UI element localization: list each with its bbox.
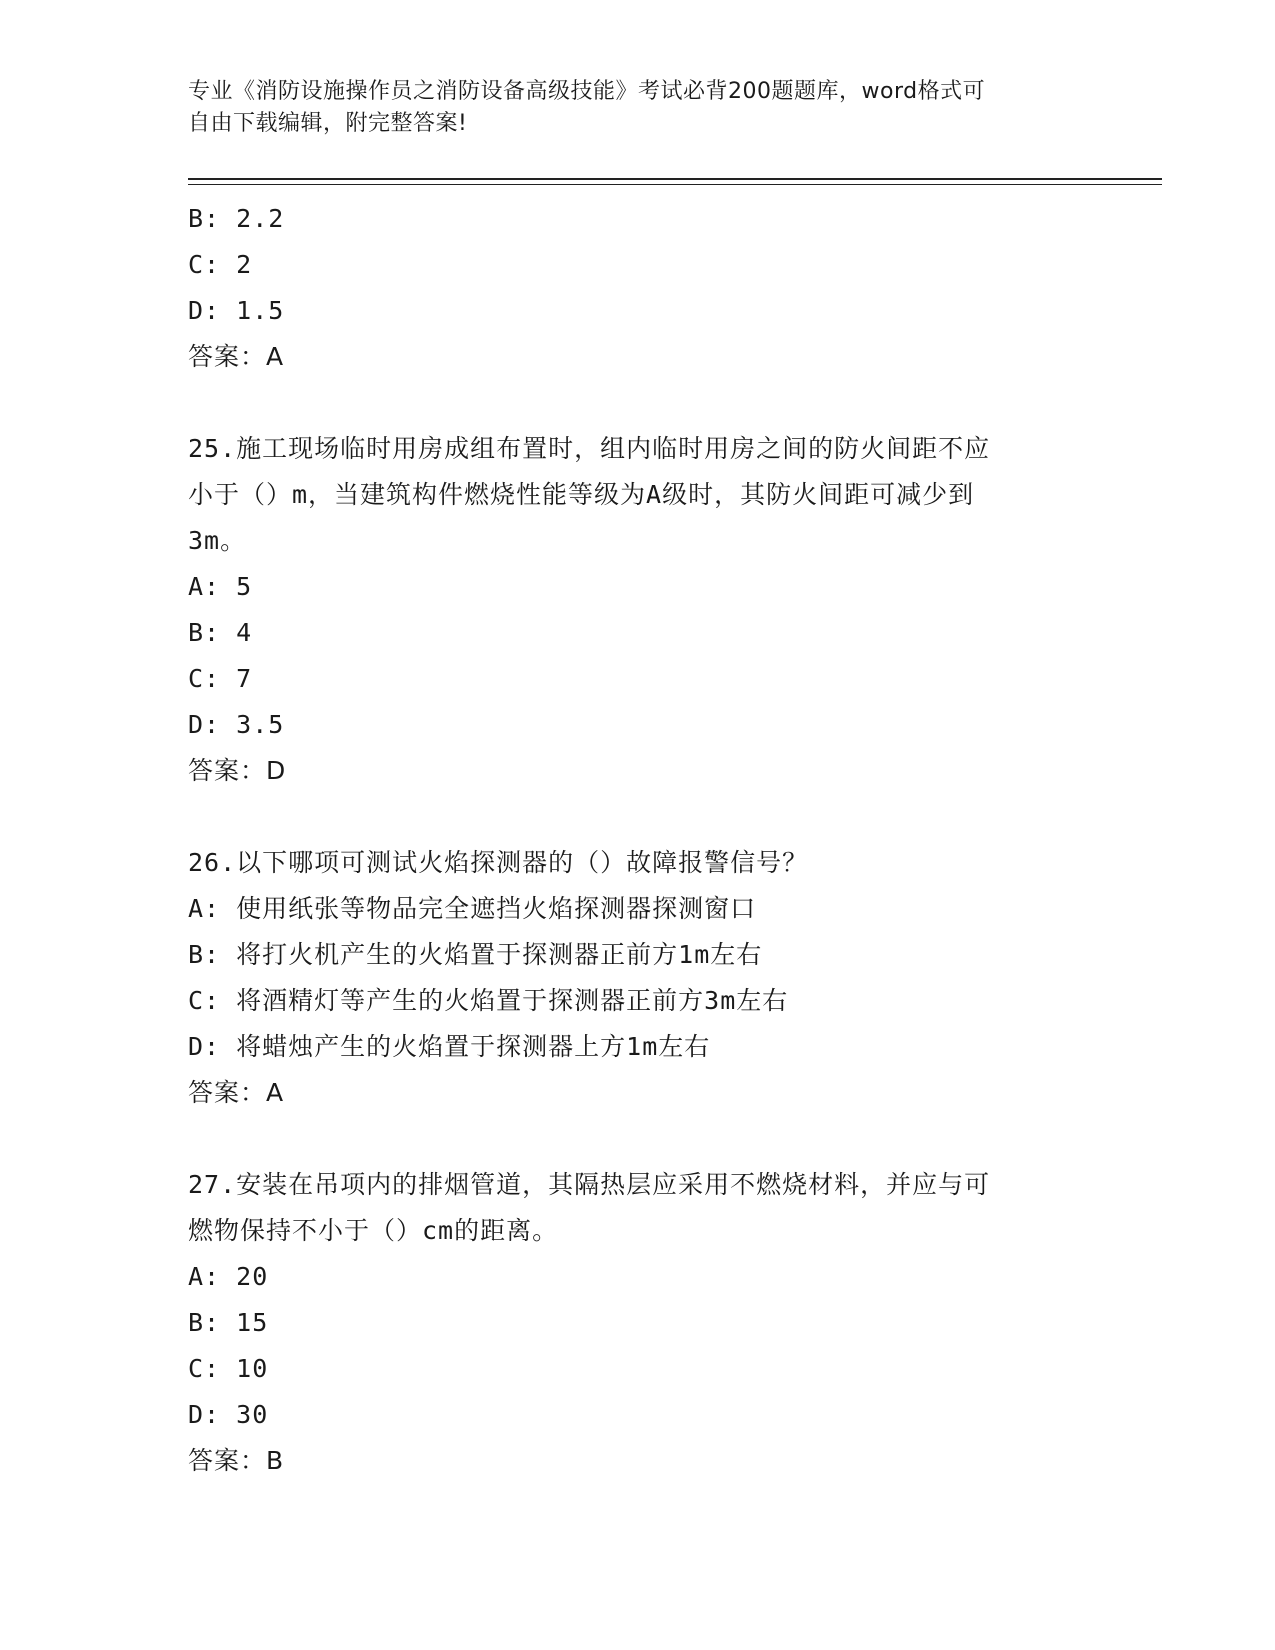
option: B: 15 — [188, 1308, 269, 1337]
header-divider — [188, 178, 1162, 180]
answer-line: 答案：A — [188, 1078, 285, 1107]
header-divider-thin — [188, 184, 1162, 185]
option: A: 20 — [188, 1262, 269, 1291]
option: B: 4 — [188, 618, 253, 647]
document-body — [188, 196, 1088, 1484]
option: C: 将酒精灯等产生的火焰置于探测器正前方3m左右 — [188, 986, 789, 1015]
option: D: 将蜡烛产生的火焰置于探测器上方1m左右 — [188, 1032, 711, 1061]
option: B: 2.2 — [188, 204, 285, 233]
option: C: 10 — [188, 1354, 269, 1383]
header-line-1: 专业《消防设施操作员之消防设备高级技能》考试必背200题题库，word格式可 — [188, 79, 986, 104]
option: C: 2 — [188, 250, 253, 279]
question-block-25 — [188, 426, 1088, 794]
question-stem-line: 25.施工现场临时用房成组布置时，组内临时用房之间的防火间距不应 — [188, 434, 991, 463]
option: D: 1.5 — [188, 296, 285, 325]
question-stem-line: 燃物保持不小于（）cm的距离。 — [188, 1216, 559, 1245]
question-stem-line: 27.安装在吊项内的排烟管道，其隔热层应采用不燃烧材料，并应与可 — [188, 1170, 991, 1199]
question-block-24 — [188, 196, 1088, 380]
question-stem-line: 26.以下哪项可测试火焰探测器的（）故障报警信号？ — [188, 848, 809, 877]
document-header — [188, 76, 1088, 140]
option: A: 使用纸张等物品完全遮挡火焰探测器探测窗口 — [188, 894, 757, 923]
option: C: 7 — [188, 664, 253, 693]
question-block-27 — [188, 1162, 1088, 1484]
question-stem-line: 3m。 — [188, 526, 247, 555]
answer-line: 答案：B — [188, 1446, 285, 1475]
answer-line: 答案：A — [188, 342, 285, 371]
option: D: 3.5 — [188, 710, 285, 739]
option: A: 5 — [188, 572, 253, 601]
option: D: 30 — [188, 1400, 269, 1429]
option: B: 将打火机产生的火焰置于探测器正前方1m左右 — [188, 940, 763, 969]
question-stem-line: 小于（）m，当建筑构件燃烧性能等级为A级时，其防火间距可减少到 — [188, 480, 975, 509]
header-line-2: 自由下载编辑，附完整答案! — [188, 111, 468, 136]
question-block-26 — [188, 840, 1088, 1116]
answer-line: 答案：D — [188, 756, 287, 785]
